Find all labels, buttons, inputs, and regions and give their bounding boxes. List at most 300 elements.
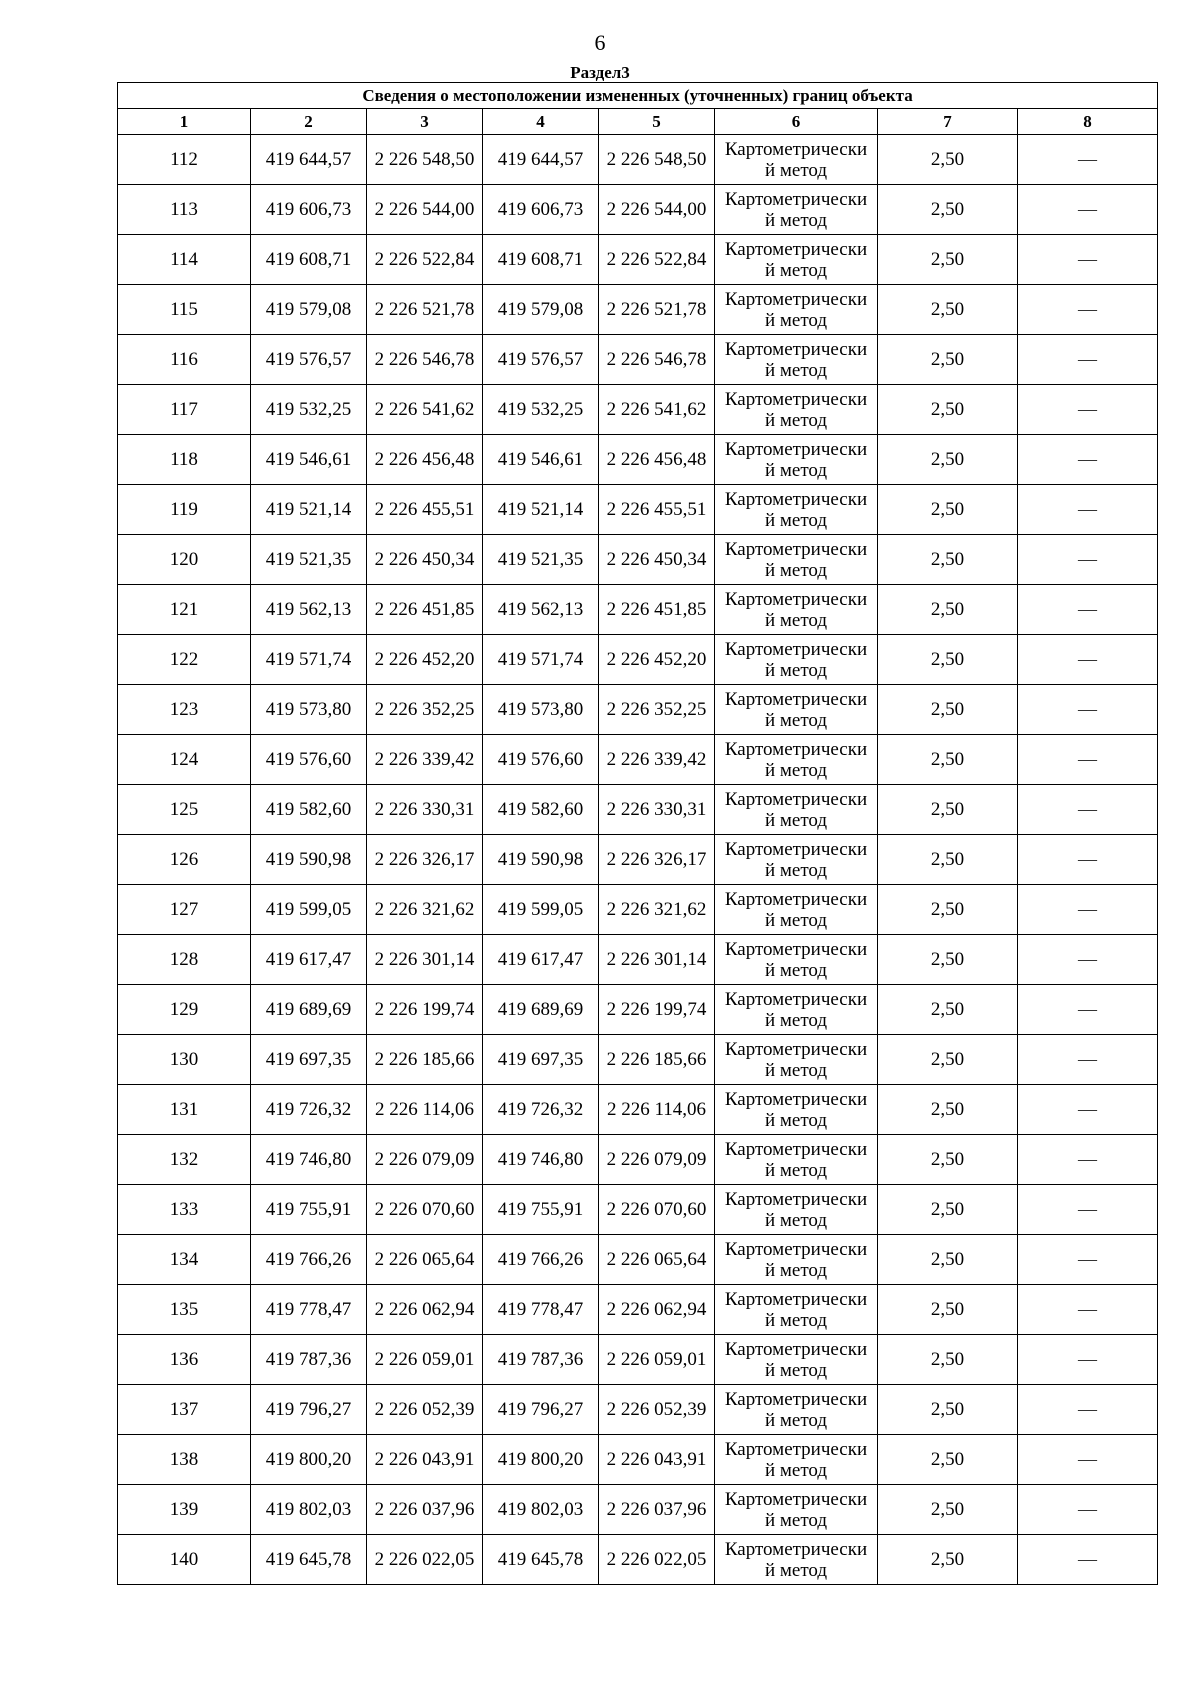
x-refined-cell: 419 606,73 <box>483 185 599 235</box>
method-cell <box>715 1385 878 1435</box>
method-cell <box>715 1235 878 1285</box>
x-existing-cell: 419 576,57 <box>251 335 367 385</box>
point-number-cell: 121 <box>118 585 251 635</box>
point-number-cell: 112 <box>118 135 251 185</box>
table-row <box>118 485 1158 535</box>
x-refined-cell: 419 755,91 <box>483 1185 599 1235</box>
x-refined-cell: 419 766,26 <box>483 1235 599 1285</box>
description-cell: — <box>1018 535 1158 585</box>
method-line-1: Картометрически <box>724 1188 868 1210</box>
method-line-1: Картометрически <box>724 238 868 260</box>
method-cell <box>715 535 878 585</box>
method-cell <box>715 1185 878 1235</box>
method-line-1: Картометрически <box>724 538 868 560</box>
y-refined-cell: 2 226 326,17 <box>599 835 715 885</box>
accuracy-cell: 2,50 <box>878 285 1018 335</box>
table-row <box>118 135 1158 185</box>
accuracy-cell: 2,50 <box>878 335 1018 385</box>
x-existing-cell: 419 617,47 <box>251 935 367 985</box>
point-number-cell: 118 <box>118 435 251 485</box>
accuracy-cell: 2,50 <box>878 1335 1018 1385</box>
x-refined-cell: 419 562,13 <box>483 585 599 635</box>
y-refined-cell: 2 226 043,91 <box>599 1435 715 1485</box>
table-row <box>118 385 1158 435</box>
point-number-cell: 115 <box>118 285 251 335</box>
x-existing-cell: 419 644,57 <box>251 135 367 185</box>
table-caption: Сведения о местоположении измененных (уточненных) границ объекта <box>118 83 1158 109</box>
x-existing-cell: 419 796,27 <box>251 1385 367 1435</box>
method-cell <box>715 735 878 785</box>
accuracy-cell: 2,50 <box>878 485 1018 535</box>
description-cell: — <box>1018 885 1158 935</box>
y-refined-cell: 2 226 455,51 <box>599 485 715 535</box>
x-refined-cell: 419 582,60 <box>483 785 599 835</box>
method-line-2: й метод <box>764 909 828 931</box>
y-refined-cell: 2 226 065,64 <box>599 1235 715 1285</box>
method-line-1: Картометрически <box>724 1338 868 1360</box>
accuracy-cell: 2,50 <box>878 1185 1018 1235</box>
column-number: 1 <box>118 109 251 135</box>
column-number-row <box>118 109 1158 135</box>
y-refined-cell: 2 226 321,62 <box>599 885 715 935</box>
method-cell <box>715 585 878 635</box>
x-existing-cell: 419 582,60 <box>251 785 367 835</box>
table-row <box>118 435 1158 485</box>
method-line-1: Картометрически <box>724 788 868 810</box>
method-line-2: й метод <box>764 159 828 181</box>
y-existing-cell: 2 226 546,78 <box>367 335 483 385</box>
accuracy-cell: 2,50 <box>878 235 1018 285</box>
x-existing-cell: 419 571,74 <box>251 635 367 685</box>
point-number-cell: 136 <box>118 1335 251 1385</box>
y-refined-cell: 2 226 037,96 <box>599 1485 715 1535</box>
method-line-1: Картометрически <box>724 888 868 910</box>
description-cell: — <box>1018 585 1158 635</box>
method-line-2: й метод <box>764 659 828 681</box>
table-row <box>118 1385 1158 1435</box>
x-existing-cell: 419 573,80 <box>251 685 367 735</box>
method-line-1: Картометрически <box>724 1388 868 1410</box>
description-cell: — <box>1018 1185 1158 1235</box>
column-number: 5 <box>599 109 715 135</box>
y-refined-cell: 2 226 052,39 <box>599 1385 715 1435</box>
method-line-1: Картометрически <box>724 938 868 960</box>
x-existing-cell: 419 802,03 <box>251 1485 367 1535</box>
y-refined-cell: 2 226 548,50 <box>599 135 715 185</box>
method-cell <box>715 985 878 1035</box>
accuracy-cell: 2,50 <box>878 1235 1018 1285</box>
method-line-1: Картометрически <box>724 1288 868 1310</box>
point-number-cell: 123 <box>118 685 251 735</box>
accuracy-cell: 2,50 <box>878 1285 1018 1335</box>
method-line-2: й метод <box>764 1209 828 1231</box>
method-line-2: й метод <box>764 759 828 781</box>
x-refined-cell: 419 746,80 <box>483 1135 599 1185</box>
method-line-2: й метод <box>764 1009 828 1031</box>
x-existing-cell: 419 697,35 <box>251 1035 367 1085</box>
table-row <box>118 935 1158 985</box>
table-row <box>118 1085 1158 1135</box>
point-number-cell: 120 <box>118 535 251 585</box>
method-line-1: Картометрически <box>724 1088 868 1110</box>
accuracy-cell: 2,50 <box>878 735 1018 785</box>
method-cell <box>715 285 878 335</box>
point-number-cell: 116 <box>118 335 251 385</box>
method-line-1: Картометрически <box>724 438 868 460</box>
description-cell: — <box>1018 435 1158 485</box>
x-existing-cell: 419 546,61 <box>251 435 367 485</box>
method-line-1: Картометрически <box>724 838 868 860</box>
description-cell: — <box>1018 685 1158 735</box>
y-refined-cell: 2 226 546,78 <box>599 335 715 385</box>
table-row <box>118 585 1158 635</box>
method-cell <box>715 1085 878 1135</box>
method-cell <box>715 335 878 385</box>
accuracy-cell: 2,50 <box>878 1535 1018 1585</box>
table-row <box>118 885 1158 935</box>
x-existing-cell: 419 726,32 <box>251 1085 367 1135</box>
method-cell <box>715 785 878 835</box>
method-line-1: Картометрически <box>724 988 868 1010</box>
y-refined-cell: 2 226 452,20 <box>599 635 715 685</box>
description-cell: — <box>1018 735 1158 785</box>
table-row <box>118 785 1158 835</box>
method-line-2: й метод <box>764 309 828 331</box>
x-existing-cell: 419 599,05 <box>251 885 367 935</box>
table-row <box>118 1485 1158 1535</box>
method-line-1: Картометрически <box>724 1438 868 1460</box>
x-refined-cell: 419 796,27 <box>483 1385 599 1435</box>
method-cell <box>715 135 878 185</box>
description-cell: — <box>1018 1535 1158 1585</box>
method-cell <box>715 1135 878 1185</box>
x-existing-cell: 419 746,80 <box>251 1135 367 1185</box>
method-line-1: Картометрически <box>724 288 868 310</box>
method-line-2: й метод <box>764 1459 828 1481</box>
y-refined-cell: 2 226 199,74 <box>599 985 715 1035</box>
accuracy-cell: 2,50 <box>878 685 1018 735</box>
x-existing-cell: 419 562,13 <box>251 585 367 635</box>
method-cell <box>715 1035 878 1085</box>
x-refined-cell: 419 802,03 <box>483 1485 599 1535</box>
x-refined-cell: 419 576,60 <box>483 735 599 785</box>
method-cell <box>715 1535 878 1585</box>
table-row <box>118 985 1158 1035</box>
method-line-2: й метод <box>764 1159 828 1181</box>
point-number-cell: 122 <box>118 635 251 685</box>
x-refined-cell: 419 689,69 <box>483 985 599 1035</box>
point-number-cell: 114 <box>118 235 251 285</box>
x-refined-cell: 419 599,05 <box>483 885 599 935</box>
page-number: 6 <box>594 30 606 55</box>
description-cell: — <box>1018 1485 1158 1535</box>
method-line-1: Картометрически <box>724 1488 868 1510</box>
table-row <box>118 185 1158 235</box>
point-number-cell: 125 <box>118 785 251 835</box>
y-existing-cell: 2 226 022,05 <box>367 1535 483 1585</box>
description-cell: — <box>1018 1435 1158 1485</box>
y-refined-cell: 2 226 330,31 <box>599 785 715 835</box>
table-row <box>118 535 1158 585</box>
method-cell <box>715 435 878 485</box>
description-cell: — <box>1018 1235 1158 1285</box>
column-number: 4 <box>483 109 599 135</box>
table-row <box>118 235 1158 285</box>
table-row <box>118 735 1158 785</box>
method-cell <box>715 935 878 985</box>
point-number-cell: 113 <box>118 185 251 235</box>
method-line-1: Картометрически <box>724 1238 868 1260</box>
x-refined-cell: 419 579,08 <box>483 285 599 335</box>
method-line-1: Картометрически <box>724 1538 868 1560</box>
x-refined-cell: 419 521,35 <box>483 535 599 585</box>
x-refined-cell: 419 726,32 <box>483 1085 599 1135</box>
accuracy-cell: 2,50 <box>878 935 1018 985</box>
method-cell <box>715 885 878 935</box>
point-number-cell: 134 <box>118 1235 251 1285</box>
x-existing-cell: 419 606,73 <box>251 185 367 235</box>
column-number: 7 <box>878 109 1018 135</box>
accuracy-cell: 2,50 <box>878 135 1018 185</box>
x-refined-cell: 419 571,74 <box>483 635 599 685</box>
y-refined-cell: 2 226 070,60 <box>599 1185 715 1235</box>
method-line-2: й метод <box>764 1559 828 1581</box>
method-line-1: Картометрически <box>724 488 868 510</box>
y-refined-cell: 2 226 301,14 <box>599 935 715 985</box>
y-existing-cell: 2 226 070,60 <box>367 1185 483 1235</box>
y-existing-cell: 2 226 062,94 <box>367 1285 483 1335</box>
x-existing-cell: 419 579,08 <box>251 285 367 335</box>
table-row <box>118 1285 1158 1335</box>
point-number-cell: 128 <box>118 935 251 985</box>
method-cell <box>715 1485 878 1535</box>
x-existing-cell: 419 590,98 <box>251 835 367 885</box>
method-line-1: Картометрически <box>724 338 868 360</box>
x-existing-cell: 419 755,91 <box>251 1185 367 1235</box>
x-refined-cell: 419 697,35 <box>483 1035 599 1085</box>
description-cell: — <box>1018 1285 1158 1335</box>
x-refined-cell: 419 787,36 <box>483 1335 599 1385</box>
description-cell: — <box>1018 135 1158 185</box>
x-refined-cell: 419 546,61 <box>483 435 599 485</box>
table-row <box>118 1135 1158 1185</box>
method-line-2: й метод <box>764 1359 828 1381</box>
point-number-cell: 137 <box>118 1385 251 1435</box>
y-existing-cell: 2 226 452,20 <box>367 635 483 685</box>
y-existing-cell: 2 226 052,39 <box>367 1385 483 1435</box>
method-cell <box>715 185 878 235</box>
point-number-cell: 130 <box>118 1035 251 1085</box>
table-body <box>118 135 1158 1585</box>
accuracy-cell: 2,50 <box>878 385 1018 435</box>
table-row <box>118 285 1158 335</box>
y-refined-cell: 2 226 062,94 <box>599 1285 715 1335</box>
method-line-2: й метод <box>764 1259 828 1281</box>
description-cell: — <box>1018 1085 1158 1135</box>
method-cell <box>715 485 878 535</box>
table-row <box>118 1035 1158 1085</box>
method-line-2: й метод <box>764 259 828 281</box>
point-number-cell: 132 <box>118 1135 251 1185</box>
description-cell: — <box>1018 985 1158 1035</box>
section-title: Раздел3 <box>570 63 630 82</box>
y-existing-cell: 2 226 455,51 <box>367 485 483 535</box>
y-existing-cell: 2 226 456,48 <box>367 435 483 485</box>
method-line-2: й метод <box>764 409 828 431</box>
accuracy-cell: 2,50 <box>878 885 1018 935</box>
accuracy-cell: 2,50 <box>878 635 1018 685</box>
method-line-1: Картометрически <box>724 188 868 210</box>
y-existing-cell: 2 226 330,31 <box>367 785 483 835</box>
accuracy-cell: 2,50 <box>878 585 1018 635</box>
y-existing-cell: 2 226 548,50 <box>367 135 483 185</box>
point-number-cell: 127 <box>118 885 251 935</box>
column-number: 2 <box>251 109 367 135</box>
method-line-2: й метод <box>764 1109 828 1131</box>
accuracy-cell: 2,50 <box>878 1035 1018 1085</box>
column-number: 6 <box>715 109 878 135</box>
y-refined-cell: 2 226 544,00 <box>599 185 715 235</box>
accuracy-cell: 2,50 <box>878 185 1018 235</box>
method-cell <box>715 385 878 435</box>
method-cell <box>715 1285 878 1335</box>
x-refined-cell: 419 576,57 <box>483 335 599 385</box>
y-refined-cell: 2 226 079,09 <box>599 1135 715 1185</box>
column-number: 8 <box>1018 109 1158 135</box>
y-refined-cell: 2 226 450,34 <box>599 535 715 585</box>
accuracy-cell: 2,50 <box>878 1485 1018 1535</box>
method-cell <box>715 635 878 685</box>
y-refined-cell: 2 226 185,66 <box>599 1035 715 1085</box>
method-cell <box>715 1335 878 1385</box>
x-refined-cell: 419 573,80 <box>483 685 599 735</box>
y-existing-cell: 2 226 301,14 <box>367 935 483 985</box>
point-number-cell: 124 <box>118 735 251 785</box>
method-line-2: й метод <box>764 509 828 531</box>
table-row <box>118 635 1158 685</box>
method-line-2: й метод <box>764 459 828 481</box>
y-existing-cell: 2 226 079,09 <box>367 1135 483 1185</box>
method-line-1: Картометрически <box>724 688 868 710</box>
x-existing-cell: 419 800,20 <box>251 1435 367 1485</box>
x-refined-cell: 419 608,71 <box>483 235 599 285</box>
description-cell: — <box>1018 385 1158 435</box>
point-number-cell: 140 <box>118 1535 251 1585</box>
point-number-cell: 129 <box>118 985 251 1035</box>
description-cell: — <box>1018 485 1158 535</box>
method-line-1: Картометрически <box>724 138 868 160</box>
point-number-cell: 139 <box>118 1485 251 1535</box>
x-existing-cell: 419 766,26 <box>251 1235 367 1285</box>
description-cell: — <box>1018 285 1158 335</box>
description-cell: — <box>1018 335 1158 385</box>
y-refined-cell: 2 226 522,84 <box>599 235 715 285</box>
method-line-2: й метод <box>764 609 828 631</box>
y-existing-cell: 2 226 352,25 <box>367 685 483 735</box>
x-refined-cell: 419 800,20 <box>483 1435 599 1485</box>
y-existing-cell: 2 226 326,17 <box>367 835 483 885</box>
point-number-cell: 138 <box>118 1435 251 1485</box>
accuracy-cell: 2,50 <box>878 1135 1018 1185</box>
description-cell: — <box>1018 235 1158 285</box>
method-line-2: й метод <box>764 359 828 381</box>
y-existing-cell: 2 226 544,00 <box>367 185 483 235</box>
y-refined-cell: 2 226 352,25 <box>599 685 715 735</box>
method-cell <box>715 235 878 285</box>
method-line-1: Картометрически <box>724 638 868 660</box>
point-number-cell: 131 <box>118 1085 251 1135</box>
accuracy-cell: 2,50 <box>878 835 1018 885</box>
description-cell: — <box>1018 1035 1158 1085</box>
x-refined-cell: 419 617,47 <box>483 935 599 985</box>
method-line-2: й метод <box>764 859 828 881</box>
table-row <box>118 1435 1158 1485</box>
method-cell <box>715 685 878 735</box>
method-line-2: й метод <box>764 709 828 731</box>
description-cell: — <box>1018 635 1158 685</box>
point-number-cell: 119 <box>118 485 251 535</box>
accuracy-cell: 2,50 <box>878 1085 1018 1135</box>
x-refined-cell: 419 645,78 <box>483 1535 599 1585</box>
accuracy-cell: 2,50 <box>878 1435 1018 1485</box>
y-existing-cell: 2 226 037,96 <box>367 1485 483 1535</box>
x-existing-cell: 419 778,47 <box>251 1285 367 1335</box>
y-refined-cell: 2 226 451,85 <box>599 585 715 635</box>
x-existing-cell: 419 532,25 <box>251 385 367 435</box>
method-line-2: й метод <box>764 809 828 831</box>
method-line-2: й метод <box>764 1509 828 1531</box>
accuracy-cell: 2,50 <box>878 985 1018 1035</box>
method-line-2: й метод <box>764 1309 828 1331</box>
table-row <box>118 1185 1158 1235</box>
y-refined-cell: 2 226 339,42 <box>599 735 715 785</box>
x-existing-cell: 419 787,36 <box>251 1335 367 1385</box>
method-line-1: Картометрически <box>724 588 868 610</box>
y-existing-cell: 2 226 451,85 <box>367 585 483 635</box>
y-existing-cell: 2 226 321,62 <box>367 885 483 935</box>
description-cell: — <box>1018 1335 1158 1385</box>
table-row <box>118 835 1158 885</box>
y-existing-cell: 2 226 450,34 <box>367 535 483 585</box>
method-line-2: й метод <box>764 959 828 981</box>
x-refined-cell: 419 532,25 <box>483 385 599 435</box>
x-existing-cell: 419 608,71 <box>251 235 367 285</box>
x-existing-cell: 419 689,69 <box>251 985 367 1035</box>
y-refined-cell: 2 226 114,06 <box>599 1085 715 1135</box>
y-existing-cell: 2 226 185,66 <box>367 1035 483 1085</box>
point-number-cell: 133 <box>118 1185 251 1235</box>
x-refined-cell: 419 590,98 <box>483 835 599 885</box>
table-row <box>118 685 1158 735</box>
table-row <box>118 335 1158 385</box>
description-cell: — <box>1018 185 1158 235</box>
table-row <box>118 1235 1158 1285</box>
description-cell: — <box>1018 835 1158 885</box>
method-line-1: Картометрически <box>724 388 868 410</box>
y-refined-cell: 2 226 022,05 <box>599 1535 715 1585</box>
y-refined-cell: 2 226 521,78 <box>599 285 715 335</box>
method-cell <box>715 835 878 885</box>
column-number: 3 <box>367 109 483 135</box>
point-number-cell: 117 <box>118 385 251 435</box>
y-existing-cell: 2 226 521,78 <box>367 285 483 335</box>
accuracy-cell: 2,50 <box>878 535 1018 585</box>
point-number-cell: 135 <box>118 1285 251 1335</box>
y-existing-cell: 2 226 059,01 <box>367 1335 483 1385</box>
y-refined-cell: 2 226 541,62 <box>599 385 715 435</box>
method-line-1: Картометрически <box>724 1138 868 1160</box>
description-cell: — <box>1018 1385 1158 1435</box>
